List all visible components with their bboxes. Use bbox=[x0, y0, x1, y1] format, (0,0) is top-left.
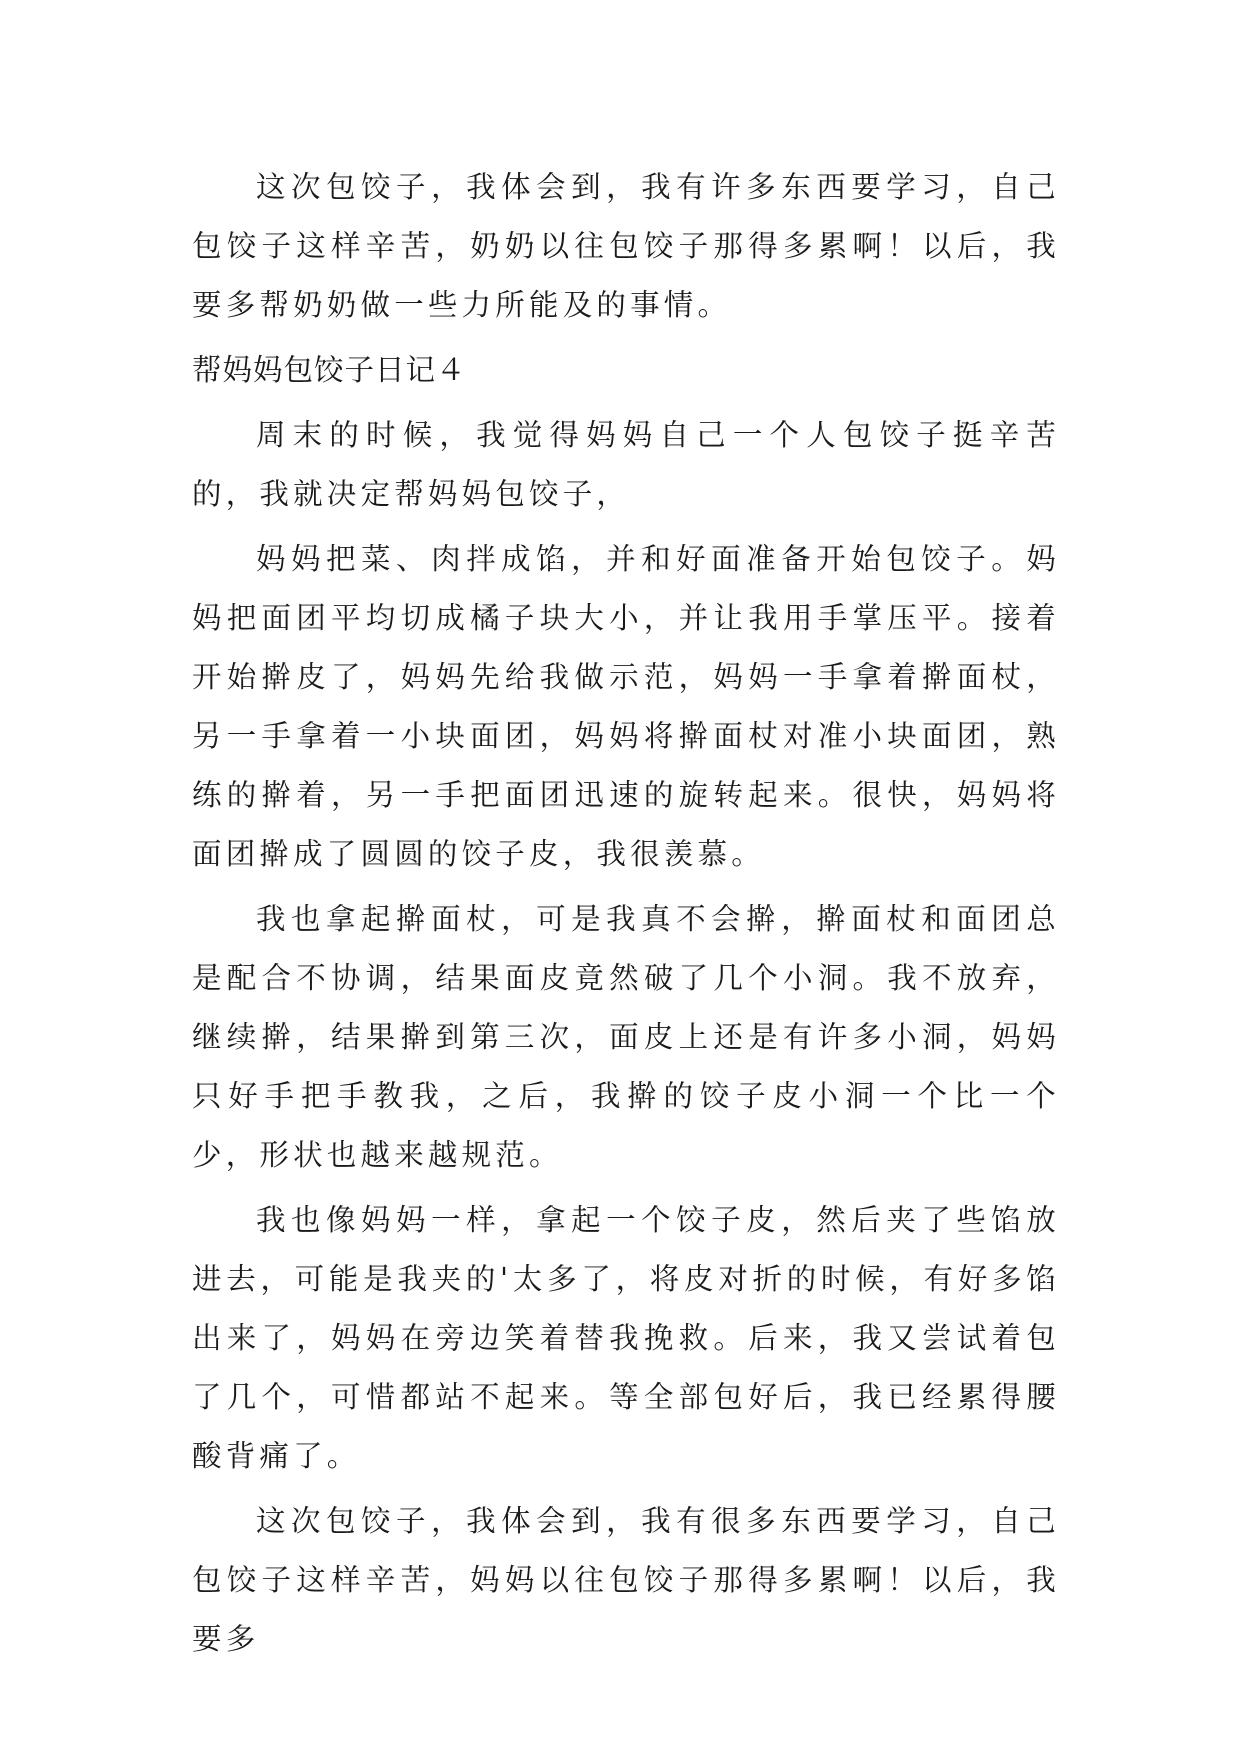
paragraph-conclusion-mom: 这次包饺子，我体会到，我有很多东西要学习，自己包饺子这样辛苦，妈妈以往包饺子那得多累啊！以后，我要多 bbox=[192, 1504, 1060, 1656]
document-page bbox=[192, 158, 1060, 1675]
paragraph-intro: 周末的时候，我觉得妈妈自己一个人包饺子挺辛苦的，我就决定帮妈妈包饺子， bbox=[192, 418, 1060, 511]
paragraph-wrapping-attempt: 我也像妈妈一样，拿起一个饺子皮，然后夹了些馅放进去，可能是我夹的'太多了，将皮对折的时候，有好多馅出来了，妈妈在旁边笑着替我挽救。后来，我又尝试着包了几个，可惜都站不起来。等全部包好后，我已经累得腰酸背痛了。 bbox=[192, 1203, 1060, 1473]
paragraph-conclusion-grandma: 这次包饺子，我体会到，我有许多东西要学习，自己包饺子这样辛苦，奶奶以往包饺子那得多累啊！以后，我要多帮奶奶做一些力所能及的事情。 bbox=[192, 170, 1060, 322]
section-heading-diary-4: 帮妈妈包饺子日记４ bbox=[192, 353, 467, 387]
paragraph-mom-demonstration: 妈妈把菜、肉拌成馅，并和好面准备开始包饺子。妈妈把面团平均切成橘子块大小，并让我用手掌压平。接着开始擀皮了，妈妈先给我做示范，妈妈一手拿着擀面杖，另一手拿着一小块面团，妈妈将擀面杖对准小块面团，熟练的擀着，另一手把面团迅速的旋转起来。很快，妈妈将面团擀成了圆圆的饺子皮，我很羡慕。 bbox=[192, 542, 1060, 871]
paragraph-rolling-attempt: 我也拿起擀面杖，可是我真不会擀，擀面杖和面团总是配合不协调，结果面皮竟然破了几个小洞。我不放弃，继续擀，结果擀到第三次，面皮上还是有许多小洞，妈妈只好手把手教我，之后，我擀的饺子皮小洞一个比一个少，形状也越来越规范。 bbox=[192, 902, 1060, 1172]
